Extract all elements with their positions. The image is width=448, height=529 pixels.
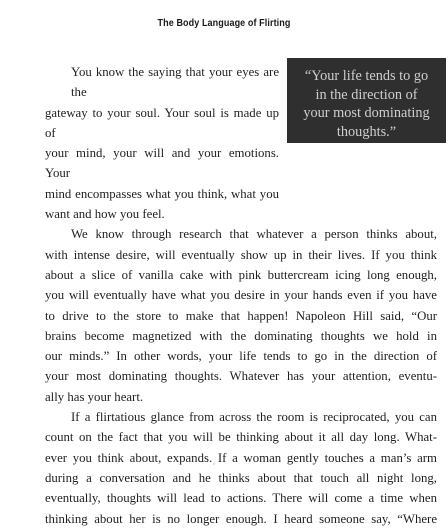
text-line: with intense desire, will eventually show up in their lives. If you think [45, 247, 437, 262]
text-line: thinking about her is no longer enough. I heard someone say, “Where [45, 511, 437, 526]
text-line: about a slice of vanilla cake with pink buttercream icing long enough, [45, 267, 437, 282]
text-line: during a conversation and he thinks about that touch all night long, [45, 470, 437, 485]
text-line: gateway to your soul. Your soul is made up of [45, 105, 279, 140]
pull-quote-line: thoughts.” [336, 123, 397, 140]
paragraph-1 [45, 62, 437, 224]
text-line: We know through research that whatever a person thinks about, [71, 227, 437, 242]
paragraph-3 [45, 407, 437, 529]
text-line: You know the saying that your eyes are the [71, 65, 279, 100]
running-head: The Body Language of Flirting [157, 17, 291, 29]
text-line: your most dominating thoughts. Whatever has your attention, eventu- [45, 369, 437, 384]
page-footer-mark: ‘ [213, 463, 215, 469]
pull-quote-line: your most dominating [303, 105, 430, 121]
text-line: If a flirtatious glance from across the room is reciprocated, you can [71, 410, 437, 425]
pull-quote-line: in the direction of [315, 86, 418, 103]
body-text [45, 62, 437, 529]
text-line: to drive to the store to make that happen! Napoleon Hill said, “Our [45, 308, 437, 323]
text-line: mind encompasses what you think, what you [45, 186, 279, 201]
text-line: count on the fact that you will be thinking about it all day long. What- [45, 430, 437, 445]
pull-quote-line: “Your life tends to go [304, 68, 429, 84]
text-line: brains become magnetized with the dominating thoughts we hold in [45, 328, 437, 343]
text-line: our minds.” In other words, your life tends to go in the direction of [45, 349, 437, 364]
text-line: ally has your heart. [45, 389, 144, 404]
text-line: you will eventually have what you desire in your hands even if you have [45, 288, 437, 303]
text-line: your mind, your will and your emotions. Your [45, 146, 279, 181]
text-line: ever you think about, expands. If a woman gently touches a man’s arm [45, 450, 437, 465]
paragraph-2 [45, 224, 437, 407]
text-line: eventually, thoughts will lead to actions. There will come a time when [45, 491, 437, 506]
text-line: want and how you feel. [45, 207, 165, 222]
